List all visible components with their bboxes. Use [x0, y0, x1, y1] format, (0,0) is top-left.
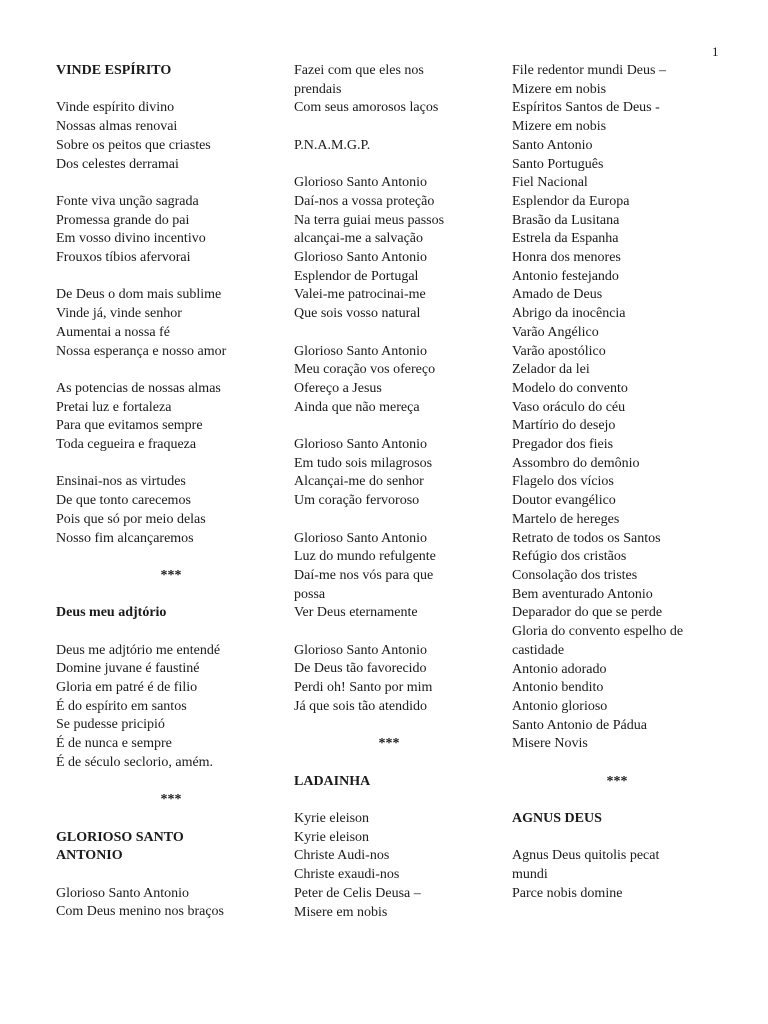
section-heading: ANTONIO	[56, 848, 123, 864]
blank-line	[56, 773, 276, 792]
verse-line: Modelo do convento	[512, 380, 628, 396]
verse-line: Brasão da Lusitana	[512, 212, 620, 228]
verse-line: Fiel Nacional	[512, 175, 588, 191]
blank-line	[512, 791, 722, 810]
blank-line	[56, 548, 276, 567]
verse-line: Antonio adorado	[512, 661, 607, 677]
verse-line: Agnus Deus quitolis pecat	[512, 848, 660, 864]
verse-line: Luz do mundo refulgente	[294, 549, 436, 565]
verse-line: Santo Antonio de Pádua	[512, 717, 647, 733]
column-2	[294, 62, 494, 922]
verse-line: Peter de Celis Deusa –	[294, 885, 421, 901]
blank-line	[56, 586, 276, 605]
verse-line: Estrela da Espanha	[512, 231, 619, 247]
verse-line: Nossas almas renovai	[56, 119, 178, 135]
blank-line	[294, 791, 494, 810]
verse-line: Martelo de hereges	[512, 511, 620, 527]
verse-line: Um coração fervoroso	[294, 493, 420, 509]
verse-line: Antonio glorioso	[512, 698, 608, 714]
verse-line: P.N.A.M.G.P.	[294, 137, 371, 153]
blank-line	[56, 361, 276, 380]
verse-line: Misere Novis	[512, 736, 588, 752]
verse-line: Domine juvane é faustiné	[56, 661, 200, 677]
verse-line: Pois que só por meio delas	[56, 511, 206, 527]
blank-line	[56, 268, 276, 287]
verse-line: Mizere em nobis	[512, 119, 607, 135]
verse-line: Glorioso Santo Antonio	[294, 642, 428, 658]
verse-line: Martírio do desejo	[512, 418, 616, 434]
verse-line: Esplendor da Europa	[512, 193, 630, 209]
blank-line	[294, 754, 494, 773]
verse-line: Kyrie eleison	[294, 810, 370, 826]
verse-line: As potencias de nossas almas	[56, 380, 221, 396]
verse-line: Sobre os peitos que criastes	[56, 137, 211, 153]
section-heading: GLORIOSO SANTO	[56, 829, 184, 845]
verse-line: Já que sois tão atendido	[294, 698, 427, 714]
blank-line	[56, 81, 276, 100]
verse-line: É do espírito em santos	[56, 698, 187, 714]
blank-line	[294, 324, 494, 343]
verse-line: Santo Português	[512, 156, 604, 172]
verse-line: Glorioso Santo Antonio	[294, 250, 428, 265]
verse-line: Assombro do demônio	[512, 455, 640, 471]
section-heading: LADAINHA	[294, 773, 371, 789]
verse-line: Vaso oráculo do céu	[512, 399, 626, 415]
verse-line: Abrigo da inocência	[512, 306, 626, 322]
blank-line	[56, 623, 276, 642]
verse-line: Antonio festejando	[512, 268, 619, 284]
verse-line: prendais	[294, 81, 342, 97]
verse-line: Ofereço a Jesus	[294, 380, 382, 396]
verse-line: Doutor evangélico	[512, 493, 616, 509]
verse-line: Honra dos menores	[512, 250, 621, 266]
verse-line: Com seus amorosos laços	[294, 100, 439, 116]
verse-line: Daí-nos a vossa proteção	[294, 193, 435, 209]
verse-line: Christe Audi-nos	[294, 848, 390, 864]
verse-line: Gloria do convento espelho de	[512, 624, 684, 640]
verse-line: Varão Angélico	[512, 324, 599, 340]
verse-line: Frouxos tíbios afervorai	[56, 250, 191, 265]
verse-line: Varão apostólico	[512, 343, 606, 359]
verse-line: Vinde já, vinde senhor	[56, 306, 182, 322]
verse-line: Daí-me nos vós para que	[294, 567, 434, 583]
separator-stars: ***	[160, 792, 182, 808]
blank-line	[512, 754, 722, 773]
section-heading: Deus meu adjtório	[56, 605, 167, 621]
verse-line: Bem aventurado Antonio	[512, 586, 653, 602]
verse-line: Retrato de todos os Santos	[512, 530, 661, 546]
verse-line: Parce nobis domine	[512, 885, 623, 901]
verse-line: Promessa grande do pai	[56, 212, 190, 228]
blank-line	[56, 455, 276, 474]
verse-line: Em tudo sois milagrosos	[294, 455, 433, 471]
verse-line: Nosso fim alcançaremos	[56, 530, 194, 546]
verse-line: É de século seclorio, amém.	[56, 754, 214, 770]
verse-line: Espíritos Santos de Deus -	[512, 100, 660, 116]
verse-line: possa	[294, 586, 326, 602]
verse-line: Dos celestes derramai	[56, 156, 179, 172]
verse-line: Ver Deus eternamente	[294, 605, 418, 621]
blank-line	[56, 174, 276, 193]
verse-line: Kyrie eleison	[294, 829, 370, 845]
separator-stars: ***	[378, 736, 400, 752]
verse-line: Glorioso Santo Antonio	[294, 530, 428, 546]
verse-line: mundi	[512, 867, 548, 883]
verse-line: De Deus tão favorecido	[294, 661, 427, 677]
verse-line: Mizere em nobis	[512, 81, 607, 97]
verse-line: Fonte viva unção sagrada	[56, 193, 199, 209]
separator-stars: ***	[606, 773, 628, 789]
blank-line	[294, 156, 494, 175]
verse-line: Refúgio dos cristãos	[512, 549, 627, 565]
verse-line: Glorioso Santo Antonio	[294, 175, 428, 191]
verse-line: File redentor mundi Deus –	[512, 63, 666, 78]
verse-line: Com Deus menino nos braços	[56, 904, 224, 920]
verse-line: Na terra guiai meus passos	[294, 212, 445, 228]
section-heading: VINDE ESPÍRITO	[56, 63, 172, 78]
verse-line: Santo Antonio	[512, 137, 593, 153]
column-1	[56, 62, 276, 922]
verse-line: Alcançai-me do senhor	[294, 474, 424, 490]
verse-line: Que sois vosso natural	[294, 306, 421, 322]
verse-line: Nossa esperança e nosso amor	[56, 343, 227, 359]
verse-line: Toda cegueira e fraqueza	[56, 437, 197, 452]
blank-line	[56, 810, 276, 829]
blank-line	[294, 118, 494, 137]
verse-line: alcançai-me a salvação	[294, 231, 424, 247]
blank-line	[56, 866, 276, 885]
verse-line: Glorioso Santo Antonio	[56, 885, 190, 901]
verse-line: Deparador do que se perde	[512, 605, 663, 621]
verse-line: Amado de Deus	[512, 287, 603, 303]
verse-line: Flagelo dos vícios	[512, 474, 614, 490]
blank-line	[294, 717, 494, 736]
blank-line	[512, 829, 722, 848]
verse-line: Glorioso Santo Antonio	[294, 343, 428, 359]
blank-line	[294, 623, 494, 642]
blank-line	[294, 511, 494, 530]
verse-line: Se pudesse pricipió	[56, 717, 165, 733]
verse-line: Gloria em patré é de filio	[56, 680, 198, 696]
column-3	[512, 62, 722, 904]
verse-line: Perdi oh! Santo por mim	[294, 680, 433, 696]
verse-line: Antonio bendito	[512, 680, 604, 696]
verse-line: Ensinai-nos as virtudes	[56, 474, 186, 490]
verse-line: Fazei com que eles nos	[294, 63, 424, 78]
verse-line: Ainda que não mereça	[294, 399, 420, 415]
verse-line: Valei-me patrocinai-me	[294, 287, 426, 303]
verse-line: Zelador da lei	[512, 362, 590, 378]
verse-line: Aumentai a nossa fé	[56, 324, 170, 340]
verse-line: Consolação dos tristes	[512, 567, 638, 583]
verse-line: Misere em nobis	[294, 904, 388, 920]
blank-line	[294, 417, 494, 436]
verse-line: Glorioso Santo Antonio	[294, 437, 428, 452]
page-number: 1	[712, 44, 719, 59]
verse-line: É de nunca e sempre	[56, 736, 172, 752]
separator-stars: ***	[160, 567, 182, 583]
verse-line: Esplendor de Portugal	[294, 268, 419, 284]
verse-line: Pretai luz e fortaleza	[56, 399, 172, 415]
verse-line: Meu coração vos ofereço	[294, 362, 436, 378]
verse-line: Em vosso divino incentivo	[56, 231, 206, 247]
section-heading: AGNUS DEUS	[512, 811, 602, 827]
verse-line: Pregador dos fieis	[512, 437, 614, 453]
verse-line: Para que evitamos sempre	[56, 418, 203, 434]
verse-line: Deus me adjtório me entendé	[56, 642, 221, 658]
verse-line: De Deus o dom mais sublime	[56, 287, 222, 303]
verse-line: De que tonto carecemos	[56, 493, 191, 509]
verse-line: Christe exaudi-nos	[294, 867, 400, 883]
verse-line: Vinde espírito divino	[56, 100, 175, 116]
verse-line: castidade	[512, 642, 565, 658]
